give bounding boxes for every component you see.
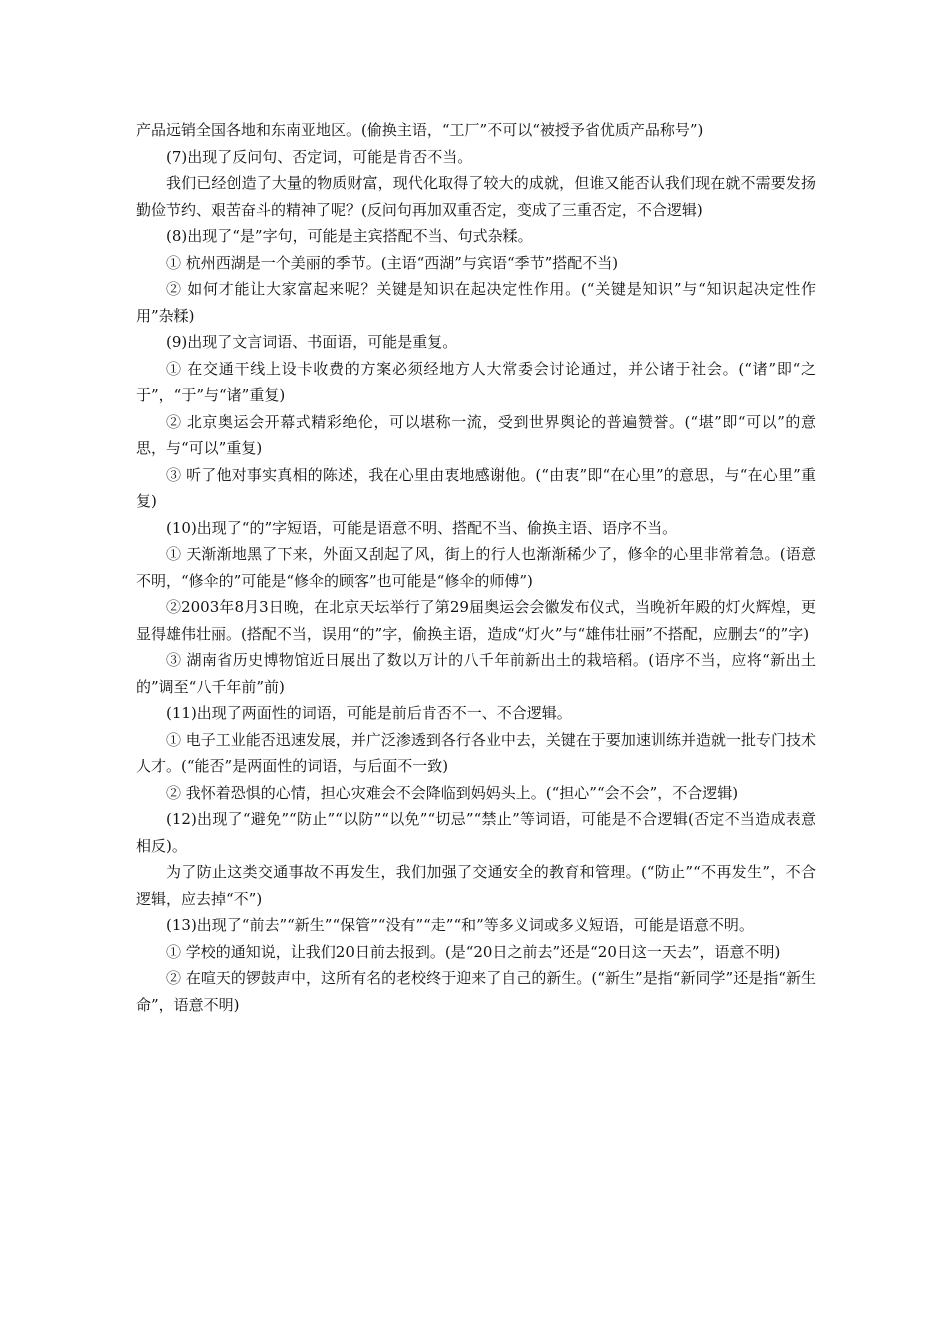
example-paragraph: ① 电子工业能否迅速发展，并广泛渗透到各行各业中去，关键在于要加速训练并造就一批专门技术人才。(“能否”是两面性的词语，与后面不一致) [136,730,816,775]
paragraph-continuation: 产品远销全国各地和东南亚地区。(偷换主语，“工厂”不可以“被授予省优质产品称号”) [136,121,704,139]
rule-heading-13: (13)出现了“前去”“新生”“保管”“没有”“走”“和”等多义词或多义短语，可能是语意不明。 [166,916,754,934]
example-paragraph: ① 天渐渐地黑了下来，外面又刮起了风，街上的行人也渐渐稀少了，修伞的心里非常着急。(语意不明，“修伞的”可能是“修伞的顾客”也可能是“修伞的师傅”) [136,545,816,590]
example-paragraph: ① 在交通干线上设卡收费的方案必须经地方人大常委会讨论通过，并公诸于社会。(“诸”即“之于”，“于”与“诸”重复) [136,359,816,404]
example-paragraph: 我们已经创造了大量的物质财富，现代化取得了较大的成就，但谁又能否认我们现在就不需要发扬勤俭节约、艰苦奋斗的精神了呢？(反问句再加双重否定，变成了三重否定，不合逻辑) [136,174,816,219]
example-paragraph: ③ 听了他对事实真相的陈述，我在心里由衷地感谢他。(“由衷”即“在心里”的意思，与“在心里”重复) [136,465,816,510]
example-paragraph: ② 如何才能让大家富起来呢？关键是知识在起决定性作用。(“关键是知识”与“知识起决定性作用”杂糅) [136,280,816,325]
rule-heading-10: (10)出现了“的”字短语，可能是语意不明、搭配不当、偷换主语、语序不当。 [166,518,678,537]
example-paragraph: ② 在喧天的锣鼓声中，这所有名的老校终于迎来了自己的新生。(“新生”是指“新同学”还是指“新生命”，语意不明) [136,969,816,1014]
example-paragraph: ② 北京奥运会开幕式精彩绝伦，可以堪称一流，受到世界舆论的普遍赞誉。(“堪”即“可以”的意思，与“可以”重复) [136,412,816,457]
example-paragraph: ① 学校的通知说，让我们20日前去报到。(是“20日之前去”还是“20日这一天去”，语意不明) [166,942,781,961]
example-paragraph: ② 我怀着恐惧的心情，担心灾难会不会降临到妈妈头上。(“担心”“会不会”，不合逻辑) [166,783,739,802]
example-paragraph: 为了防止这类交通事故不再发生，我们加强了交通安全的教育和管理。(“防止”“不再发生”，不合逻辑，应去掉“不”) [136,863,816,908]
rule-heading-9: (9)出现了文言词语、书面语，可能是重复。 [166,333,458,351]
rule-heading-7: (7)出现了反问句、否定词，可能是肯否不当。 [166,147,473,166]
rule-heading-12: (12)出现了“避免”“防止”“以防”“以免”“切忌”“禁止”等词语，可能是不合逻辑(否定不当造成表意相反)。 [136,810,816,855]
rule-heading-8: (8)出现了“是”字句，可能是主宾搭配不当、句式杂糅。 [166,227,533,245]
example-paragraph: ① 杭州西湖是一个美丽的季节。(主语“西湖”与宾语“季节”搭配不当) [166,253,619,272]
document-page [136,117,816,1018]
rule-heading-11: (11)出现了两面性的词语，可能是前后肯否不一、不合逻辑。 [166,704,572,722]
example-paragraph: ②2003年8月3日晚，在北京天坛举行了第29届奥运会会徽发布仪式，当晚祈年殿的灯火辉煌，更显得雄伟壮丽。(搭配不当，误用“的”字，偷换主语，造成“灯火”与“雄伟壮丽”不搭配，应删去“的”字) [136,598,816,643]
example-paragraph: ③ 湖南省历史博物馆近日展出了数以万计的八千年前新出土的栽培稻。(语序不当，应将“新出土的”调至“八千年前”前) [136,651,816,696]
